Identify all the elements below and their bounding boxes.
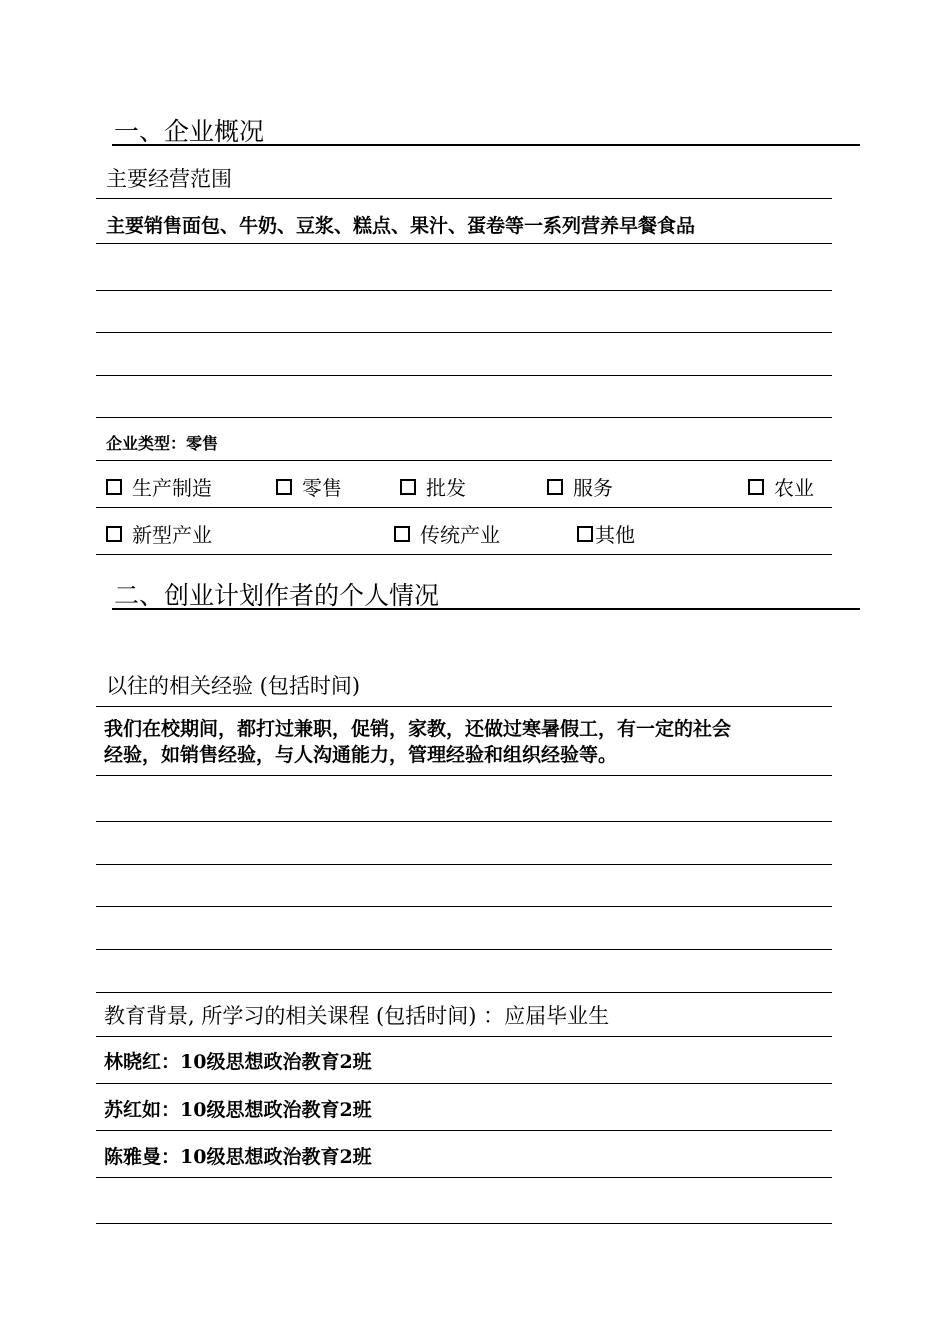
blank-line [96,821,832,822]
option-label: 生产制造 [132,476,212,500]
checkbox-icon[interactable] [547,479,563,495]
option-wholesale[interactable] [400,472,466,501]
blank-line [96,906,832,907]
option-retail[interactable] [276,472,342,501]
divider [96,1177,832,1178]
option-label: 批发 [426,476,466,500]
scope-text: 主要销售面包、牛奶、豆浆、糕点、果汁、蛋卷等一系列营养早餐食品 [106,215,696,237]
blank-line [96,290,832,291]
option-new-industry[interactable] [106,519,212,548]
divider [96,775,832,776]
option-label: 服务 [573,476,613,500]
enterprise-type-label: 企业类型：零售 [106,434,219,453]
blank-line [96,1223,832,1224]
checkbox-icon[interactable] [748,479,764,495]
section2-rule [112,608,860,610]
checkbox-icon[interactable] [276,479,292,495]
checkbox-icon[interactable] [400,479,416,495]
option-traditional-industry[interactable] [394,519,500,548]
experience-label: 以往的相关经验 (包括时间) [106,674,361,698]
checkbox-icon[interactable] [577,526,593,542]
divider [96,1130,832,1131]
option-agriculture[interactable] [748,472,814,501]
divider [96,554,832,555]
divider [96,417,832,418]
checkbox-icon[interactable] [106,526,122,542]
education-label: 教育背景, 所学习的相关课程 (包括时间) ：应届毕业生 [104,1004,610,1028]
option-label: 其他 [595,523,635,547]
option-label: 新型产业 [132,523,212,547]
experience-text-line2: 经验，如销售经验，与人沟通能力，管理经验和组织经验等。 [104,744,618,766]
divider [96,243,832,244]
education-entry: 林晓红：10级思想政治教育2班 [104,1051,372,1073]
option-manufacturing[interactable] [106,472,212,501]
education-entry: 陈雅曼：10级思想政治教育2班 [104,1146,372,1168]
option-label: 农业 [774,476,814,500]
experience-text [104,716,834,768]
blank-line [96,375,832,376]
education-entry: 苏红如：10级思想政治教育2班 [104,1099,372,1121]
divider [96,198,832,199]
option-service[interactable] [547,472,613,501]
divider [96,706,832,707]
option-label: 传统产业 [420,523,500,547]
divider [96,992,832,993]
blank-line [96,864,832,865]
section1-title: 一、企业概况 [114,117,265,146]
divider [96,460,832,461]
scope-label: 主要经营范围 [106,167,232,191]
checkbox-icon[interactable] [106,479,122,495]
option-other[interactable] [577,519,635,548]
divider [96,1083,832,1084]
section1-rule [112,144,860,146]
checkbox-icon[interactable] [394,526,410,542]
divider [96,1036,832,1037]
experience-text-line1: 我们在校期间，都打过兼职，促销，家教，还做过寒暑假工，有一定的社会 [104,718,732,740]
blank-line [96,332,832,333]
option-label: 零售 [302,476,342,500]
blank-line [96,949,832,950]
section2-title: 二、创业计划作者的个人情况 [114,581,440,610]
divider [96,507,832,508]
